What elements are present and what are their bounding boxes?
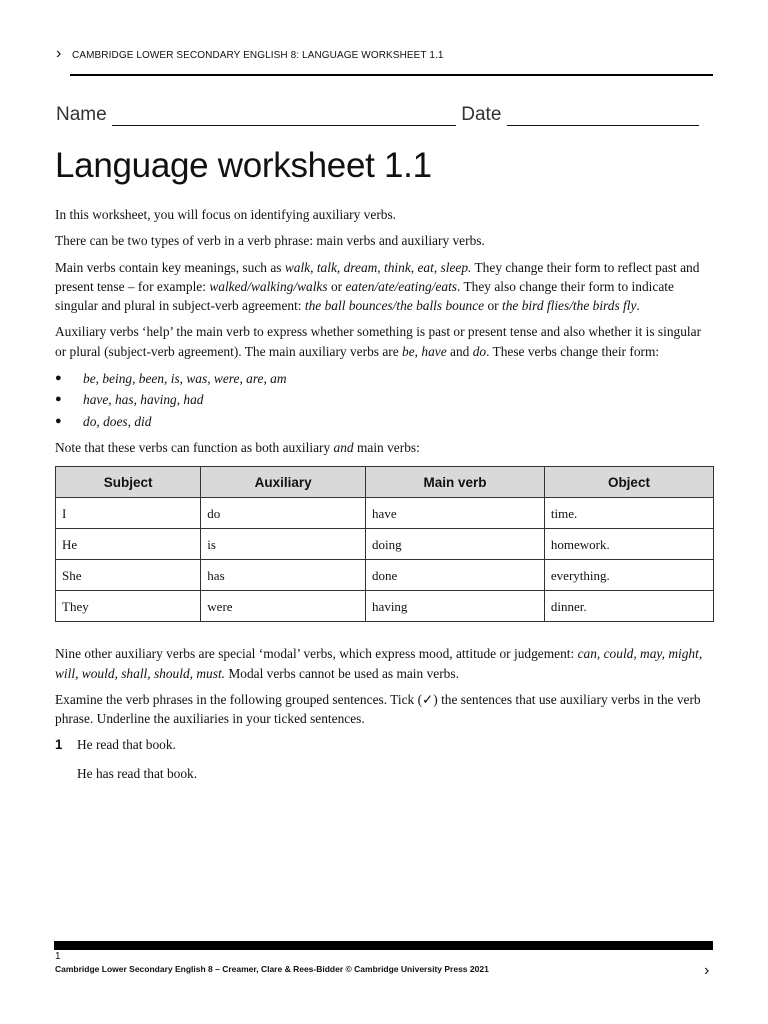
- table-row: [56, 560, 714, 591]
- footer-chevron-icon: ›: [704, 962, 710, 979]
- modal-verbs-paragraph: Nine other auxiliary verbs are special ‘modal’ verbs, which express mood, attitude or judgement: can, could, may, might, will, would, shall, should, must. Modal verbs cannot be used as main verbs.: [55, 646, 703, 681]
- verb-forms-list: [55, 368, 715, 432]
- table-cell: has: [201, 560, 366, 591]
- date-label: Date: [461, 104, 502, 125]
- column-header-main-verb: Main verb: [366, 467, 545, 498]
- main-verbs-paragraph: Main verbs contain key meanings, such as walk, talk, dream, think, eat, sleep. They change their form to reflect past and present tense – for example: walked/walking/walks or eaten/ate/eating/eats. They also change their form to indicate singular and plural in subject-verb agreement: the ball bounces/the balls bounce or the bird flies/the birds fly.: [55, 259, 700, 314]
- header-chevron-icon: ›: [56, 45, 62, 62]
- table-header-row: [56, 467, 714, 498]
- page-number: 1: [55, 951, 61, 962]
- column-header-object: Object: [544, 467, 713, 498]
- header-rule: [70, 74, 713, 76]
- footer-rule: [54, 941, 713, 950]
- worksheet-title: Language worksheet 1.1: [55, 146, 432, 185]
- date-field[interactable]: [507, 105, 699, 126]
- list-item: ● have, has, having, had: [55, 389, 715, 410]
- table-cell: homework.: [544, 529, 713, 560]
- table-row: [56, 529, 714, 560]
- verb-table: [55, 466, 714, 622]
- sentence-text: He has read that book.: [77, 765, 198, 781]
- table-cell: were: [201, 591, 366, 622]
- table-cell: doing: [366, 529, 545, 560]
- question-1-line-1: [55, 735, 715, 754]
- list-item: ● do, does, did: [55, 411, 715, 432]
- auxiliary-verbs-paragraph: Auxiliary verbs ‘help’ the main verb to express whether something is past or present tense and also whether it is singular or plural (subject-verb agreement). The main auxiliary verbs are be, have and do. These verbs change their form:: [55, 324, 702, 359]
- note-paragraph: Note that these verbs can function as both auxiliary and main verbs:: [55, 439, 420, 455]
- table-cell: time.: [544, 498, 713, 529]
- column-header-subject: Subject: [56, 467, 201, 498]
- question-1-line-2: [55, 764, 715, 783]
- question-number: 1: [55, 737, 63, 753]
- column-header-auxiliary: Auxiliary: [201, 467, 366, 498]
- table-cell: They: [56, 591, 201, 622]
- table-cell: He: [56, 529, 201, 560]
- name-label: Name: [56, 104, 107, 125]
- intro-paragraph: In this worksheet, you will focus on identifying auxiliary verbs.: [55, 207, 397, 222]
- footer-copyright: Cambridge Lower Secondary English 8 – Creamer, Clare & Rees-Bidder © Cambridge University Press 2021: [55, 964, 489, 974]
- worksheet-body: [55, 205, 715, 790]
- running-header: CAMBRIDGE LOWER SECONDARY ENGLISH 8: LANGUAGE WORKSHEET 1.1: [72, 50, 444, 61]
- table-cell: I: [56, 498, 201, 529]
- bullet-icon: ●: [55, 372, 62, 385]
- name-field[interactable]: [112, 105, 456, 126]
- table-cell: She: [56, 560, 201, 591]
- list-item: ● be, being, been, is, was, were, are, am: [55, 368, 715, 389]
- table-row: [56, 498, 714, 529]
- name-date-row: [56, 104, 716, 126]
- table-row: [56, 591, 714, 622]
- table-cell: done: [366, 560, 545, 591]
- bullet-icon: ●: [55, 414, 62, 427]
- table-cell: having: [366, 591, 545, 622]
- table-cell: have: [366, 498, 545, 529]
- bullet-icon: ●: [55, 393, 62, 406]
- table-cell: is: [201, 529, 366, 560]
- types-paragraph: There can be two types of verb in a verb phrase: main verbs and auxiliary verbs.: [55, 233, 485, 249]
- table-cell: everything.: [544, 560, 713, 591]
- table-cell: dinner.: [544, 591, 713, 622]
- sentence-text: He read that book.: [77, 737, 176, 753]
- instructions-paragraph: Examine the verb phrases in the following grouped sentences. Tick (✓) the sentences that use auxiliary verbs in the verb phrase. Underline the auxiliaries in your ticked sentences.: [55, 691, 701, 727]
- table-cell: do: [201, 498, 366, 529]
